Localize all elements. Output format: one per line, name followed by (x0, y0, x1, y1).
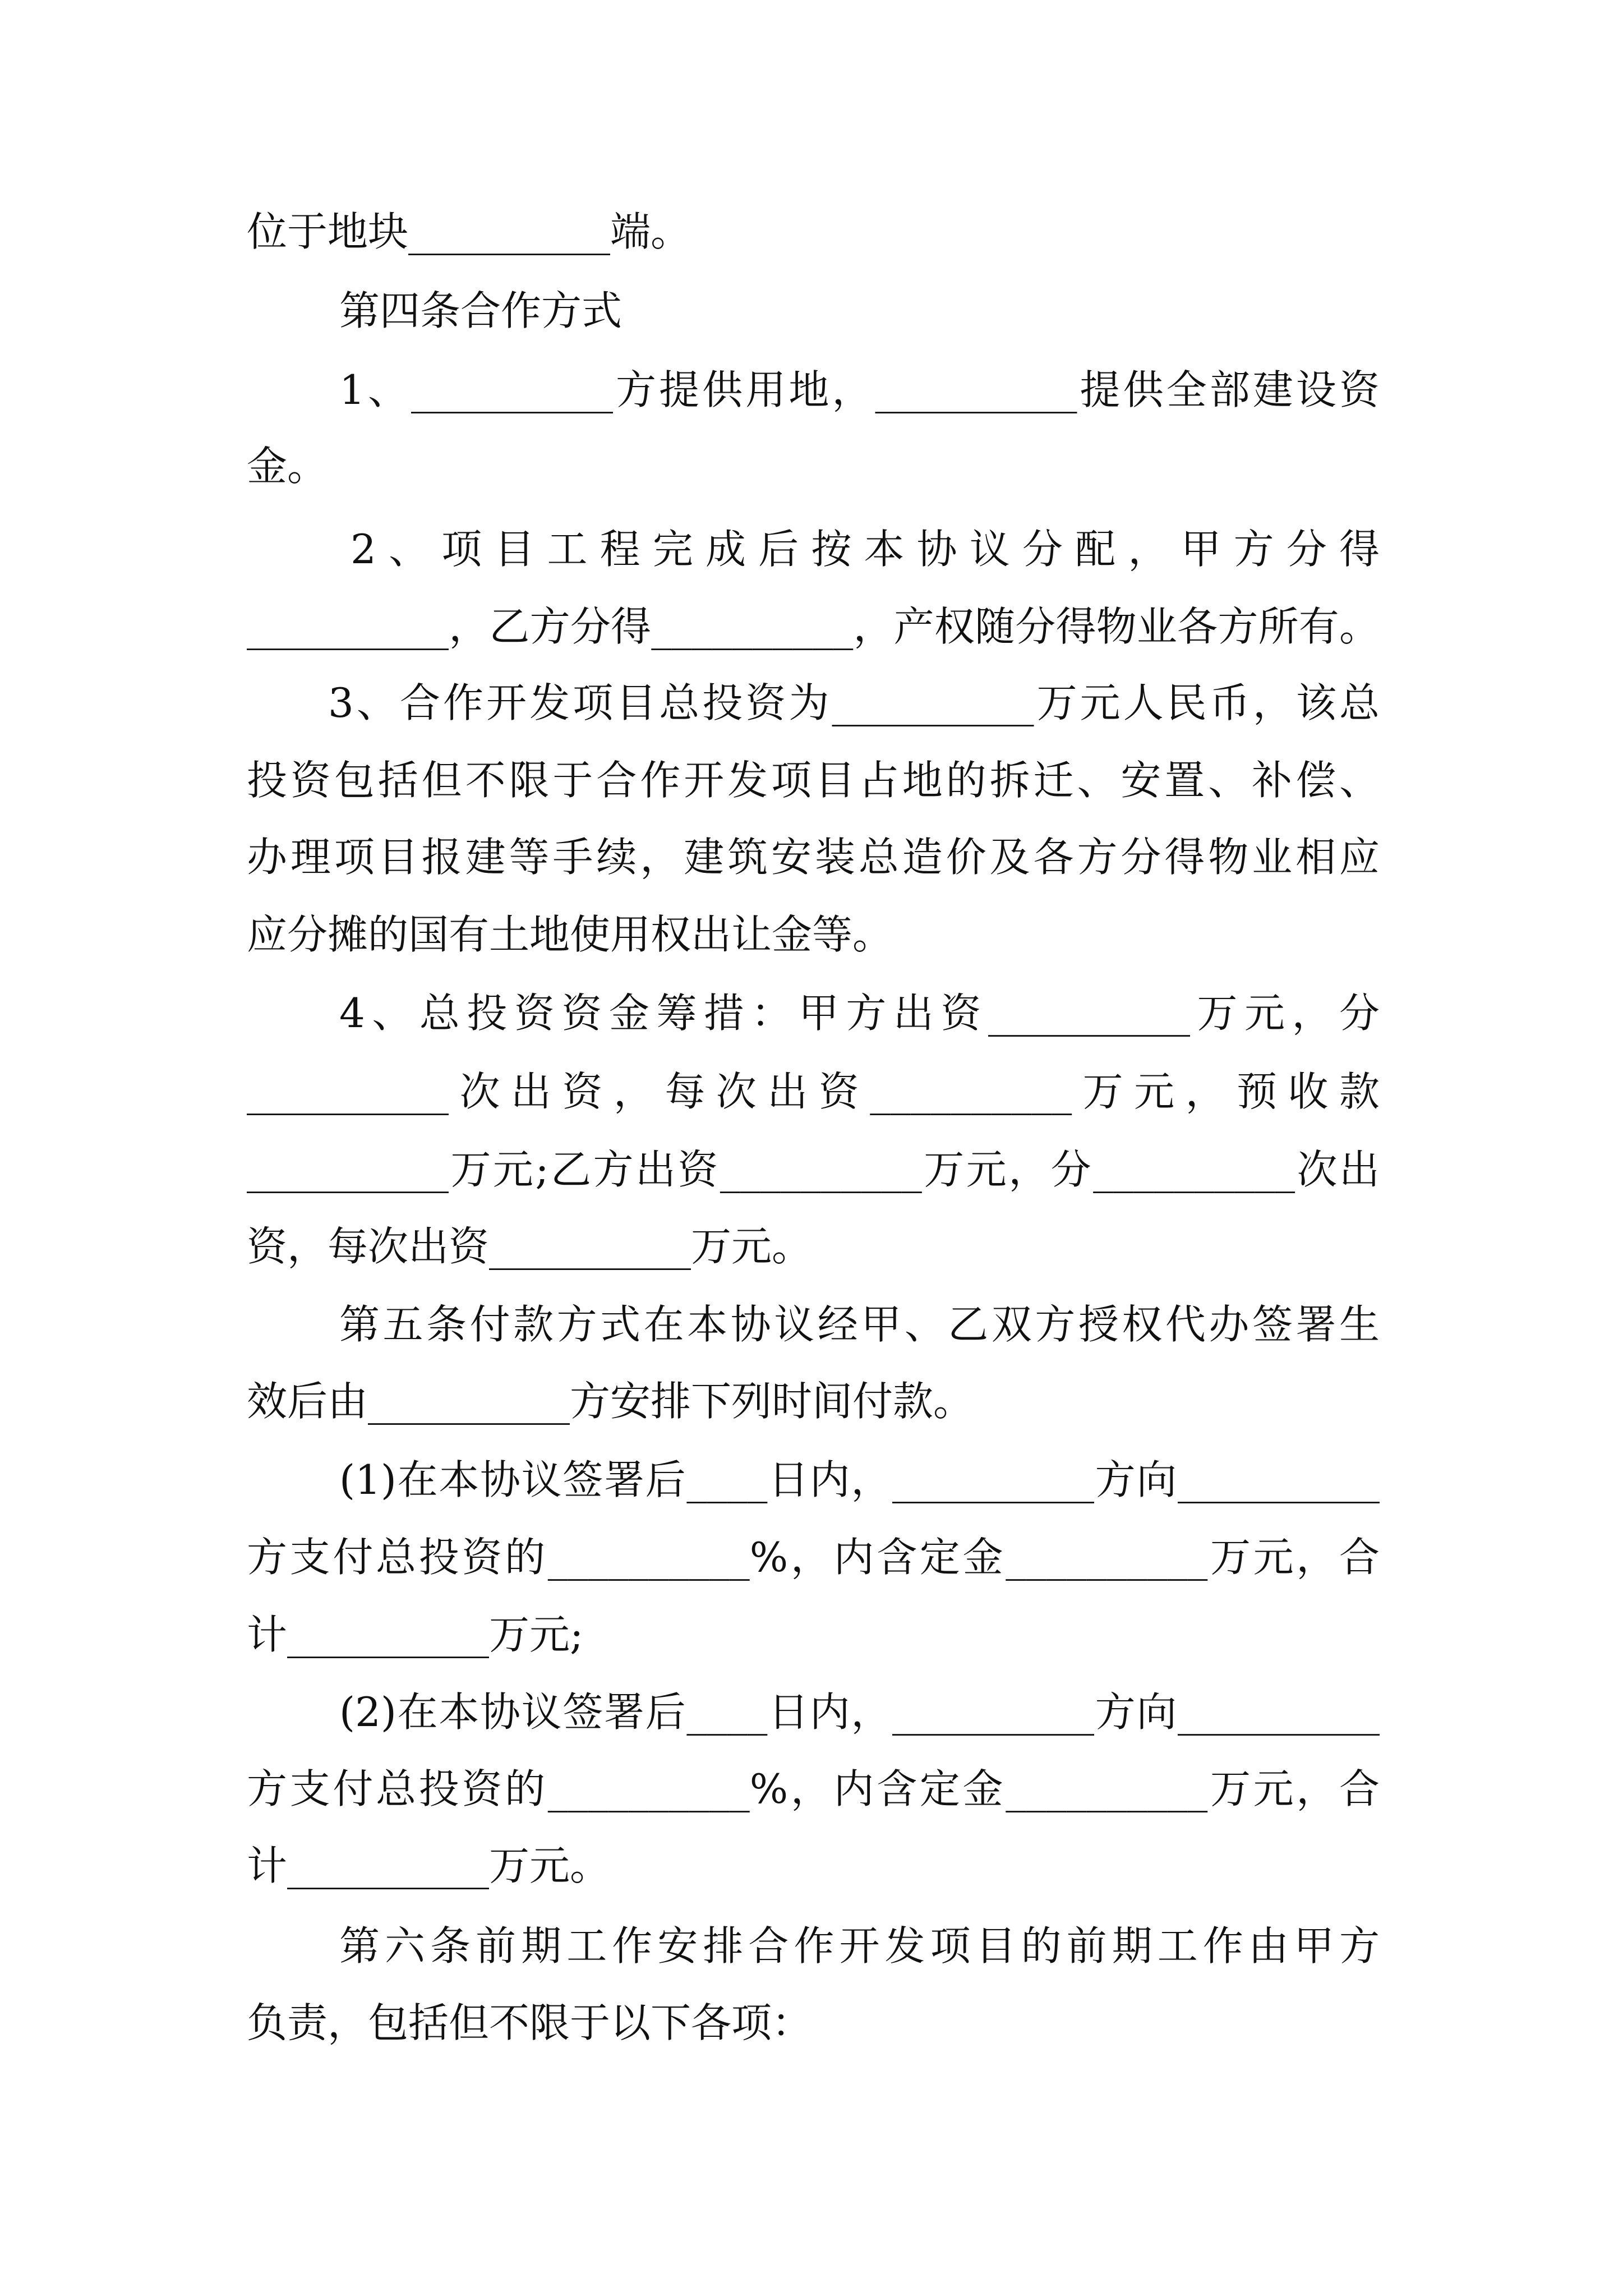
text-line: 方支付总投资的__________%，内含定金__________万元，合 (247, 1534, 1380, 1581)
text-line: 计__________万元。 (247, 1842, 611, 1889)
text-line: (2)在本协议签署后____日内，__________方向__________ (339, 1688, 1380, 1736)
text-line: 方支付总投资的__________%，内含定金__________万元，合 (247, 1765, 1380, 1812)
text-line: __________，乙方分得__________，产权随分得物业各方所有。 (247, 603, 1380, 650)
text-line: 位于地块__________端。 (247, 208, 691, 255)
text-line: 资，每次出资__________万元。 (247, 1223, 813, 1270)
section-heading: 第五条付款方式在本协议经甲、乙双方授权代办签署生 (339, 1301, 1380, 1348)
text-line: 办理项目报建等手续，建筑安装总造价及各方分得物业相应 (247, 834, 1380, 881)
text-line: __________次出资，每次出资__________万元，预收款 (247, 1068, 1380, 1115)
text-line: 应分摊的国有土地使用权出让金等。 (247, 911, 893, 958)
text-line: 负责，包括但不限于以下各项： (247, 1999, 813, 2046)
text-line: 投资包括但不限于合作开发项目占地的拆迁、安置、补偿、 (247, 757, 1380, 804)
text-line: __________万元;乙方出资__________万元，分__________次出 (247, 1146, 1380, 1193)
text-line: 金。 (247, 443, 328, 490)
text-line: 计__________万元; (247, 1611, 584, 1658)
section-heading: 第六条前期工作安排合作开发项目的前期工作由甲方 (339, 1922, 1380, 1970)
text-line: 3、合作开发项目总投资为__________万元人民币，该总 (328, 679, 1380, 726)
text-line: 2、项目工程完成后按本协议分配，甲方分得 (351, 526, 1380, 573)
text-line: 4、总投资资金筹措：甲方出资__________万元，分 (339, 990, 1380, 1037)
section-heading: 第四条合作方式 (339, 287, 623, 334)
text-line: 效后由__________方安排下列时间付款。 (247, 1378, 974, 1425)
text-line: (1)在本协议签署后____日内，__________方向__________ (339, 1456, 1380, 1503)
text-line: 1、__________方提供用地，__________提供全部建设资 (339, 366, 1380, 413)
